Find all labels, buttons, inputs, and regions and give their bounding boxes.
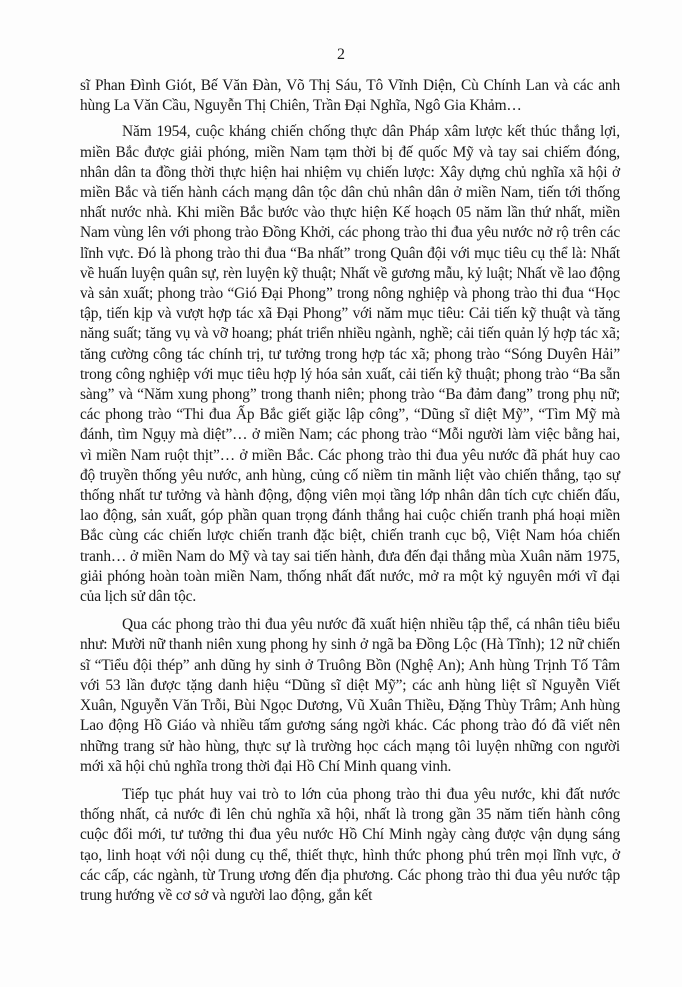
paragraph-1954-movements: Năm 1954, cuộc kháng chiến chống thực dân Pháp xâm lược kết thúc thắng lợi, miền Bắc được giải phóng, miền Nam tạm thời bị đế quốc Mỹ và tay sai chiếm đóng, nhân dân ta đồng thời thực hiện hai nhiệm vụ chiến lược: Xây dựng chủ nghĩa xã hội ở miền Bắc và tiến hành cách mạng dân tộc dân chủ nhân dân ở miền Nam, tiến tới thống nhất nước nhà. Khi miền Bắc bước vào thực hiện Kế hoạch 05 năm lần thứ nhất, miền Nam vùng lên với phong trào Đồng Khởi, các phong trào thi đua yêu nước nở rộ trên các lĩnh vực. Đó là phong trào thi đua “Ba nhất” trong Quân đội với mục tiêu cụ thể là: Nhất về huấn luyện quân sự, rèn luyện kỹ thuật; Nhất về gương mẫu, kỷ luật; Nhất về lao động và sản xuất; phong trào “Gió Đại Phong” trong nông nghiệp và phong trào thi đua “Học tập, tiến kịp và vượt hợp tác xã Đại Phong” với năm mục tiêu: Cải tiến kỹ thuật và tăng năng suất; tăng vụ và vỡ hoang; phát triển nhiều ngành, nghề; cải tiến quản lý hợp tác xã; tăng cường công tác chính trị, tư tưởng trong hợp tác xã; phong trào “Sóng Duyên Hải” trong công nghiệp với mục tiêu hợp lý hóa sản xuất, cải tiến kỹ thuật; phong trào “Ba sẵn sàng” và “Năm xung phong” trong thanh niên; phong trào “Ba đảm đang” trong phụ nữ; các phong trào “Thi đua Ấp Bắc giết giặc lập công”, “Dũng sĩ diệt Mỹ”, “Tìm Mỹ mà đánh, tìm Ngụy mà diệt”… ở miền Nam; các phong trào “Mỗi người làm việc bằng hai, vì miền Nam ruột thịt”… ở miền Bắc. Các phong trào thi đua yêu nước đã phát huy cao độ truyền thống yêu nước, anh hùng, củng cố niềm tin mãnh liệt vào chiến thắng, tạo sự thống nhất tư tưởng và hành động, động viên mọi tầng lớp nhân dân tích cực chiến đấu, lao động, sản xuất, góp phần quan trọng đánh thắng hai cuộc chiến tranh phá hoại miền Bắc cùng các chiến lược chiến tranh đặc biệt, chiến tranh cục bộ, Việt Nam hóa chiến tranh… ở miền Nam do Mỹ và tay sai tiến hành, đưa đến đại thắng mùa Xuân năm 1975, giải phóng hoàn toàn miền Nam, thống nhất đất nước, mở ra một kỷ nguyên mới vĩ đại của lịch sử dân tộc. — [80, 123, 620, 606]
paragraph-doi-moi: Tiếp tục phát huy vai trò to lớn của phong trào thi đua yêu nước, khi đất nước thống nhất, cả nước đi lên chủ nghĩa xã hội, nhất là trong gần 35 năm tiến hành công cuộc đổi mới, tư tưởng thi đua yêu nước Hồ Chí Minh ngày càng được vận dụng sáng tạo, linh hoạt với nội dung cụ thể, thiết thực, hình thức phong phú trên mọi lĩnh vực, ở các cấp, các ngành, từ Trung ương đến địa phương. Các phong trào thi đua yêu nước tập trung hướng về cơ sở và người lao động, gắn kết — [80, 785, 620, 904]
paragraph-exemplary-figures: Qua các phong trào thi đua yêu nước đã xuất hiện nhiều tập thể, cá nhân tiêu biểu như: Mười nữ thanh niên xung phong hy sinh ở ngã ba Đồng Lộc (Hà Tĩnh); 12 nữ chiến sĩ “Tiểu đội thép” anh dũng hy sinh ở Truông Bồn (Nghệ An); Anh hùng Trịnh Tố Tâm với 53 lần được tặng danh hiệu “Dũng sĩ diệt Mỹ”; các anh hùng liệt sĩ Nguyễn Viết Xuân, Nguyễn Văn Trỗi, Bùi Ngọc Dương, Vũ Xuân Thiều, Đặng Thùy Trâm; Anh hùng Lao động Hồ Giáo và nhiều tấm gương sáng ngời khác. Các phong trào đó đã viết nên những trang sử hào hùng, thực sự là trường học cách mạng tôi luyện những con người mới xã hội chủ nghĩa trong thời đại Hồ Chí Minh quang vinh. — [80, 616, 620, 775]
paragraph-continuation: sĩ Phan Đình Giót, Bế Văn Đàn, Võ Thị Sáu, Tô Vĩnh Diện, Cù Chính Lan và các anh hùng La Văn Cầu, Nguyễn Thị Chiên, Trần Đại Nghĩa, Ngô Gia Khảm… — [80, 77, 620, 115]
document-body — [80, 76, 620, 912]
page-number: 2 — [337, 46, 345, 63]
